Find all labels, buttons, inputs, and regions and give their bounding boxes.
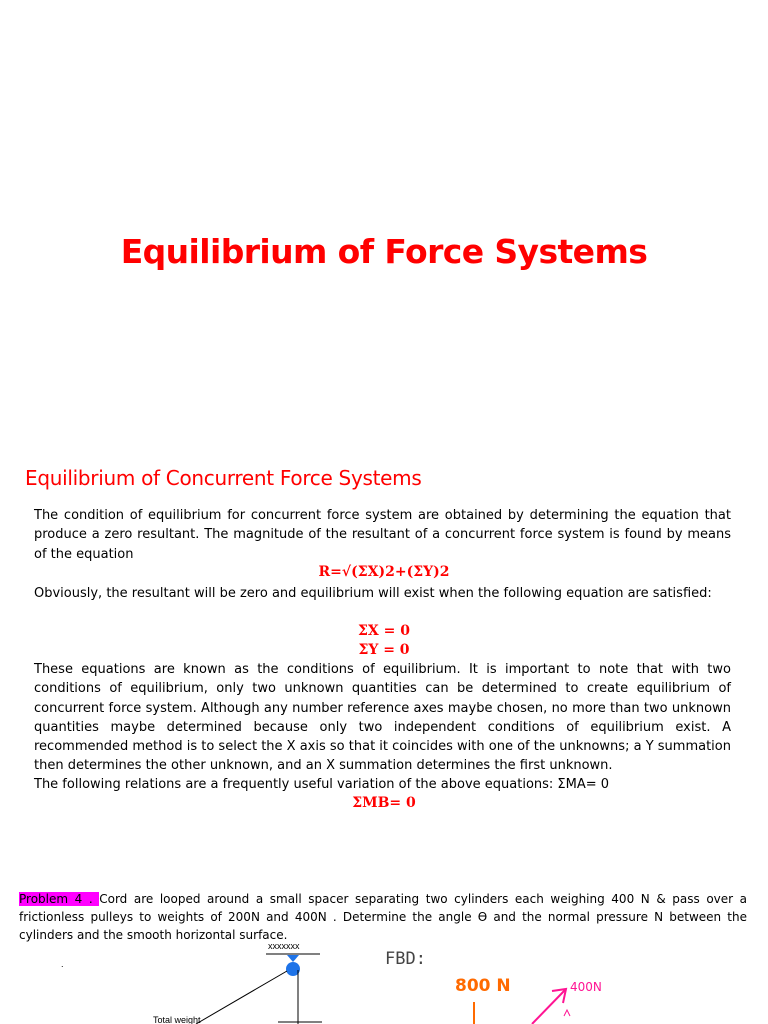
slide-concurrent-forces [0, 432, 768, 864]
force-800-label: 800 N [455, 976, 511, 996]
problem-text: Cord are looped around a small spacer separating two cylinders each weighing 400 N & pass over a frictionless pulleys to weights of 200N and 400N . Determine the angle ϴ and the normal pressure N between the cylinders and the smooth horizontal surface. [19, 892, 748, 942]
force-400-arrow [532, 990, 565, 1024]
equation-sum-y: ΣY = 0 [358, 642, 410, 658]
support-label: xxxxxxx [268, 941, 300, 951]
problem-figure [0, 934, 768, 1024]
equation-sum-mb: ΣMB= 0 [352, 795, 416, 811]
dot-mark: . [61, 959, 64, 969]
slide-title [0, 0, 768, 432]
paragraph-conditions: These equations are known as the conditions of equilibrium. It is important to note that with two conditions of equilibrium, only two unknown quantities can be determined to create equilibrium of concurrent force system. Although any number reference axes maybe chosen, no more than two unknown quantities maybe determined because only two independent conditions of equilibrium exist. A recommended method is to select the X axis so that it coincides with one of the unknowns; a Y summation then determines the other unknown, and an X summation determines the first unknown. [34, 662, 731, 774]
slide-problem [0, 864, 768, 1024]
paragraph-relations: The following relations are a frequently useful variation of the above equations: ΣMA= 0 [34, 777, 610, 792]
equation-sum-x: ΣX = 0 [358, 623, 410, 639]
force-400-label: 400N [570, 980, 602, 994]
pulley-mount [287, 955, 299, 962]
total-weight-label: Total weight [153, 1015, 201, 1024]
paragraph-condition: The condition of equilibrium for concurrent force system are obtained by determining the equation that produce a zero resultant. The magnitude of the resultant of a concurrent force system is found by means of the equation [34, 508, 731, 562]
paragraph-obviously: Obviously, the resultant will be zero and equilibrium will exist when the following equation are satisfied: [34, 586, 712, 601]
main-title: Equilibrium of Force Systems [120, 232, 648, 271]
fbd-label: FBD: [385, 949, 426, 969]
problem-label: Problem 4 . [19, 892, 100, 906]
angle-mark [564, 1010, 570, 1016]
section-heading: Equilibrium of Concurrent Force Systems [25, 466, 422, 490]
cord-left [196, 971, 287, 1024]
equation-resultant: R=√(ΣX)2+(ΣY)2 [318, 564, 450, 580]
